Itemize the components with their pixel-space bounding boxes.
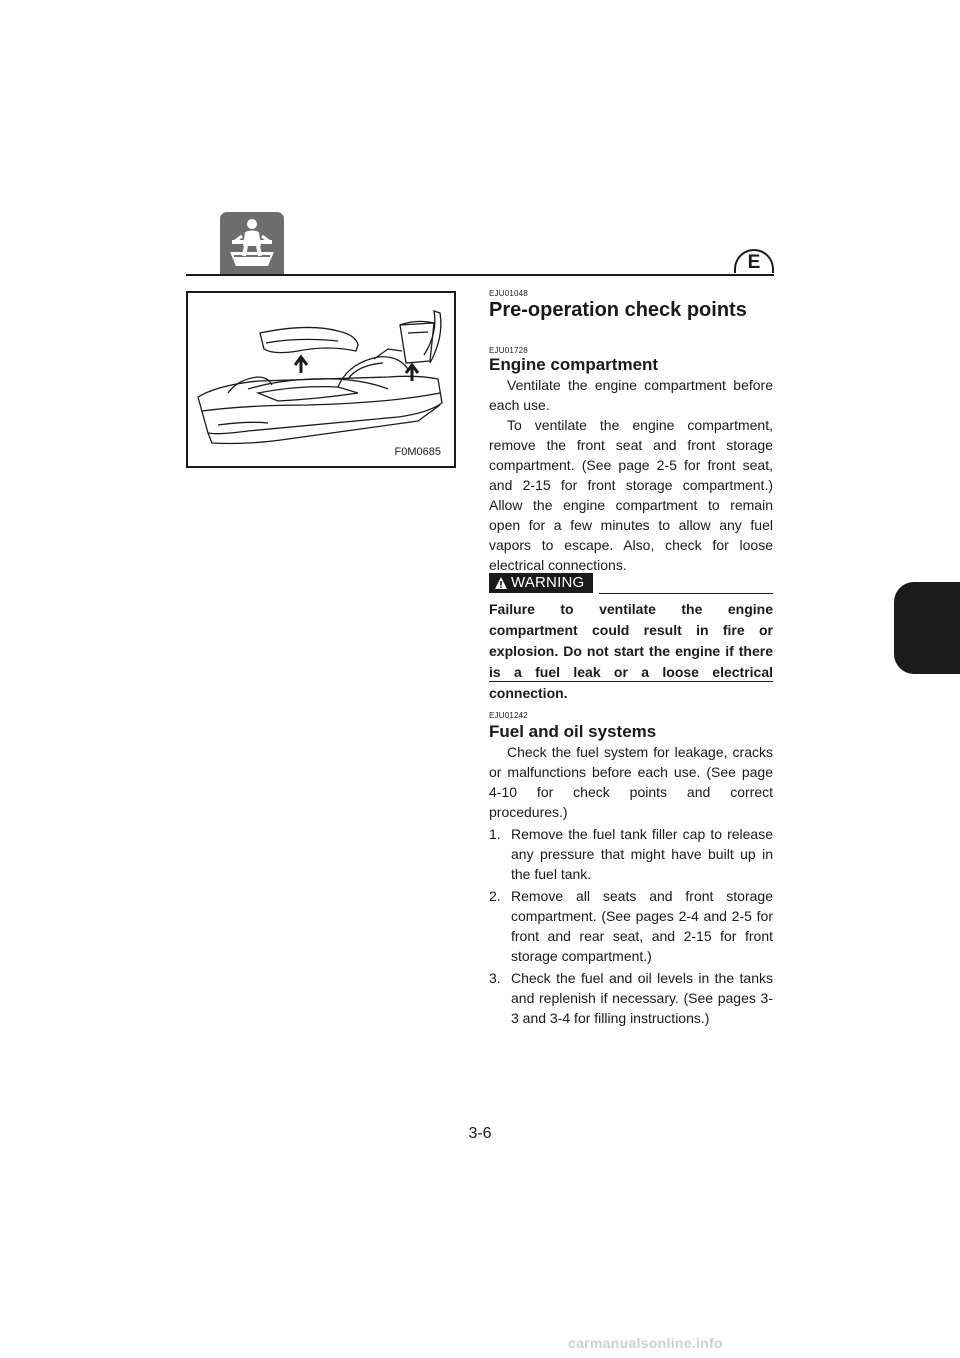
list-item (489, 824, 773, 884)
warning-badge (489, 573, 593, 593)
engine-compartment-para-1: Ventilate the engine compartment before each use. (489, 377, 773, 413)
warning-label: WARNING (511, 574, 585, 591)
watercraft-rider-icon (220, 212, 284, 276)
header-rule (186, 274, 774, 276)
step-text: Check the fuel and oil levels in the tanks and replenish if necessary. (See pages 3-3 and 3-4 for filling instructions.) (511, 970, 773, 1026)
list-item (489, 886, 773, 966)
warning-rule-top (599, 593, 773, 594)
footer-watermark: carmanualsonline.info (568, 1335, 723, 1351)
step-number: 1. (489, 826, 501, 842)
watercraft-seat-removal-illustration (188, 293, 454, 466)
fuel-oil-para: Check the fuel system for leakage, cracks or malfunctions before each use. (See page 4-10 for check points and correct procedures.) (489, 744, 773, 820)
fuel-oil-title: Fuel and oil systems (489, 722, 657, 741)
engine-compartment-title: Engine compartment (489, 355, 659, 374)
chapter-side-tab (894, 582, 960, 674)
warning-triangle-icon (494, 576, 508, 590)
step-number: 3. (489, 970, 501, 986)
language-badge: E (734, 249, 774, 273)
warning-text: Failure to ventilate the engine compartment could result in fire or explosion. Do not start the engine if there is a fuel leak or a loose electrical connection. (489, 601, 773, 701)
engine-compartment-para-2: To ventilate the engine compartment, remove the front seat and front storage compartment. (See page 2-5 for front seat, and 2-15 for front storage compartment.) Allow the engine compartment to remain open for a few minutes to allow any fuel vapors to escape. Also, check for loose electrical connections. (489, 417, 773, 573)
step-text: Remove the fuel tank filler cap to release any pressure that might have built up in the fuel tank. (511, 826, 773, 882)
engine-compartment-code: EJU01728 (489, 346, 528, 355)
section-title: Pre-operation check points (489, 299, 747, 321)
step-number: 2. (489, 888, 501, 904)
fuel-oil-steps (489, 824, 773, 1028)
watercraft-figure (186, 291, 456, 468)
section-code: EJU01048 (489, 289, 528, 298)
warning-header (489, 573, 773, 595)
list-item (489, 968, 773, 1028)
warning-rule-bottom (489, 681, 773, 682)
page-number: 3-6 (468, 1125, 492, 1142)
fuel-oil-code: EJU01242 (489, 711, 528, 720)
figure-code: F0M0685 (394, 446, 441, 458)
header-icon-box (220, 212, 284, 276)
step-text: Remove all seats and front storage compartment. (See pages 2-4 and 2-5 for front and rear seat, and 2-15 for front storage compartment.) (511, 888, 773, 964)
